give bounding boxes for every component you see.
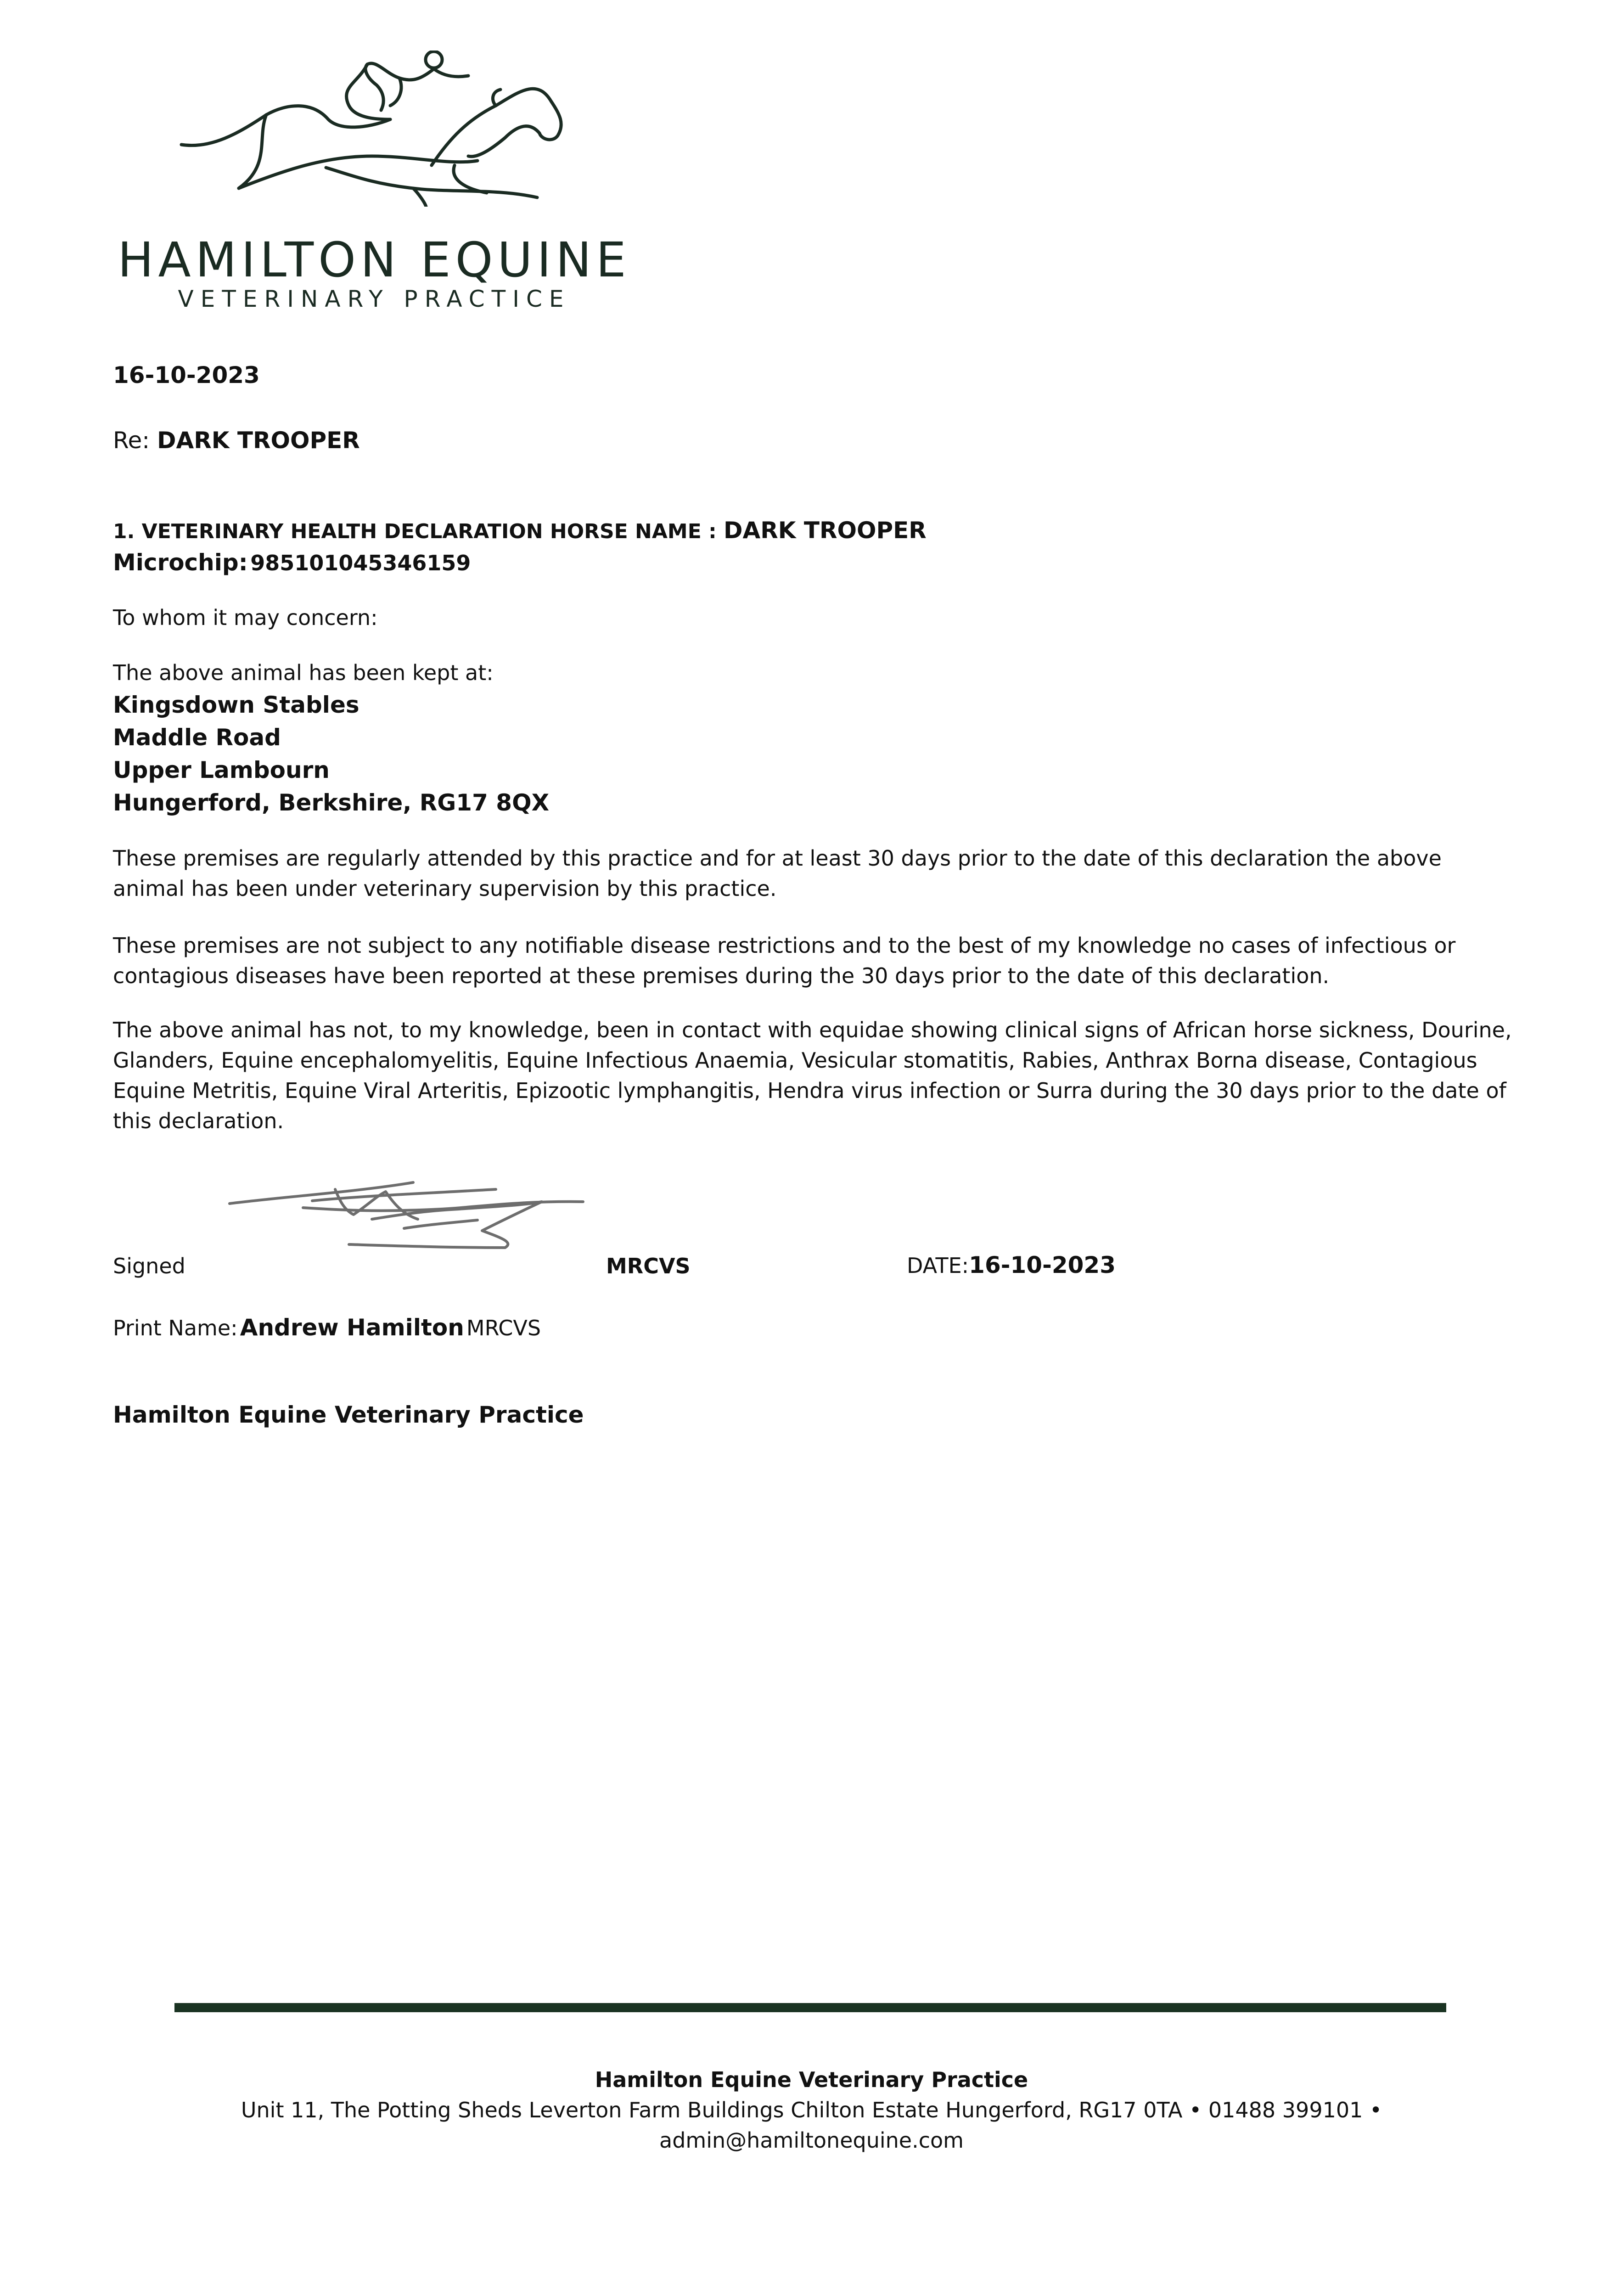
print-name-line (113, 1314, 541, 1341)
microchip-number: 985101045346159 (250, 551, 471, 575)
print-name-suffix: MRCVS (466, 1316, 541, 1340)
salutation: To whom it may concern: (113, 605, 378, 630)
horse-and-jockey-logo (174, 51, 588, 207)
brand-name: HAMILTON EQUINE (118, 232, 631, 288)
date-label: DATE: (907, 1253, 969, 1278)
letter-date: 16-10-2023 (113, 362, 260, 388)
print-name: Andrew Hamilton (240, 1314, 464, 1341)
microchip-line (113, 549, 471, 576)
footer-address: Unit 11, The Potting Sheds Leverton Farm Buildings Chilton Estate Hungerford, RG17 0TA • 01488 399101 • (241, 2098, 1382, 2122)
declaration-heading-text: 1. VETERINARY HEALTH DECLARATION HORSE NAME : (113, 520, 717, 543)
signature-date (907, 1252, 1116, 1278)
mrcvs-label: MRCVS (606, 1254, 691, 1278)
paragraph-restrictions: These premises are not subject to any notifiable disease restrictions and to the best of my knowledge no cases of infectious or contagious diseases have been reported at these premises during the 30 days prior to the date of this declaration. (113, 933, 1456, 988)
handwritten-signature (220, 1173, 588, 1251)
re-label: Re: (113, 427, 150, 454)
footer-practice-name: Hamilton Equine Veterinary Practice (595, 2067, 1028, 2092)
microchip-label: Microchip: (113, 549, 248, 576)
footer-divider (174, 2003, 1446, 2012)
re-horse-name: DARK TROOPER (157, 427, 360, 454)
declaration-heading (113, 517, 927, 544)
kept-at-label: The above animal has been kept at: (113, 660, 494, 685)
address-line-2: Maddle Road (113, 724, 281, 751)
address-line-1: Kingsdown Stables (113, 692, 359, 718)
paragraph-contact: The above animal has not, to my knowledge, been in contact with equidae showing clinical signs of African horse sickness, Dourine, Glanders, Equine encephalomyelitis, Equine Infectious Anaemia, Vesicular stomatitis, Rabies, Anthrax Borna disease, Contagious Equine Metritis, Equine Viral Arteritis, Epizootic lymphangitis, Hendra virus infection or Surra during the 30 days prior to the date of this declaration. (113, 1018, 1512, 1133)
brand-subtitle: VETERINARY PRACTICE (178, 286, 571, 312)
re-line (113, 427, 360, 454)
stable-address (113, 689, 549, 819)
footer-email: admin@hamiltonequine.com (659, 2128, 964, 2153)
signed-label: Signed (113, 1254, 185, 1278)
paragraph-supervision: These premises are regularly attended by this practice and for at least 30 days prior to the date of this declaration the above animal has been under veterinary supervision by this practice. (113, 846, 1442, 901)
address-line-3: Upper Lambourn (113, 757, 330, 783)
date-value: 16-10-2023 (969, 1252, 1116, 1278)
address-line-4: Hungerford, Berkshire, RG17 8QX (113, 789, 550, 816)
declaration-horse-name: DARK TROOPER (724, 517, 927, 544)
practice-name: Hamilton Equine Veterinary Practice (113, 1401, 584, 1428)
footer (0, 2065, 1623, 2155)
print-name-label: Print Name: (113, 1316, 238, 1340)
